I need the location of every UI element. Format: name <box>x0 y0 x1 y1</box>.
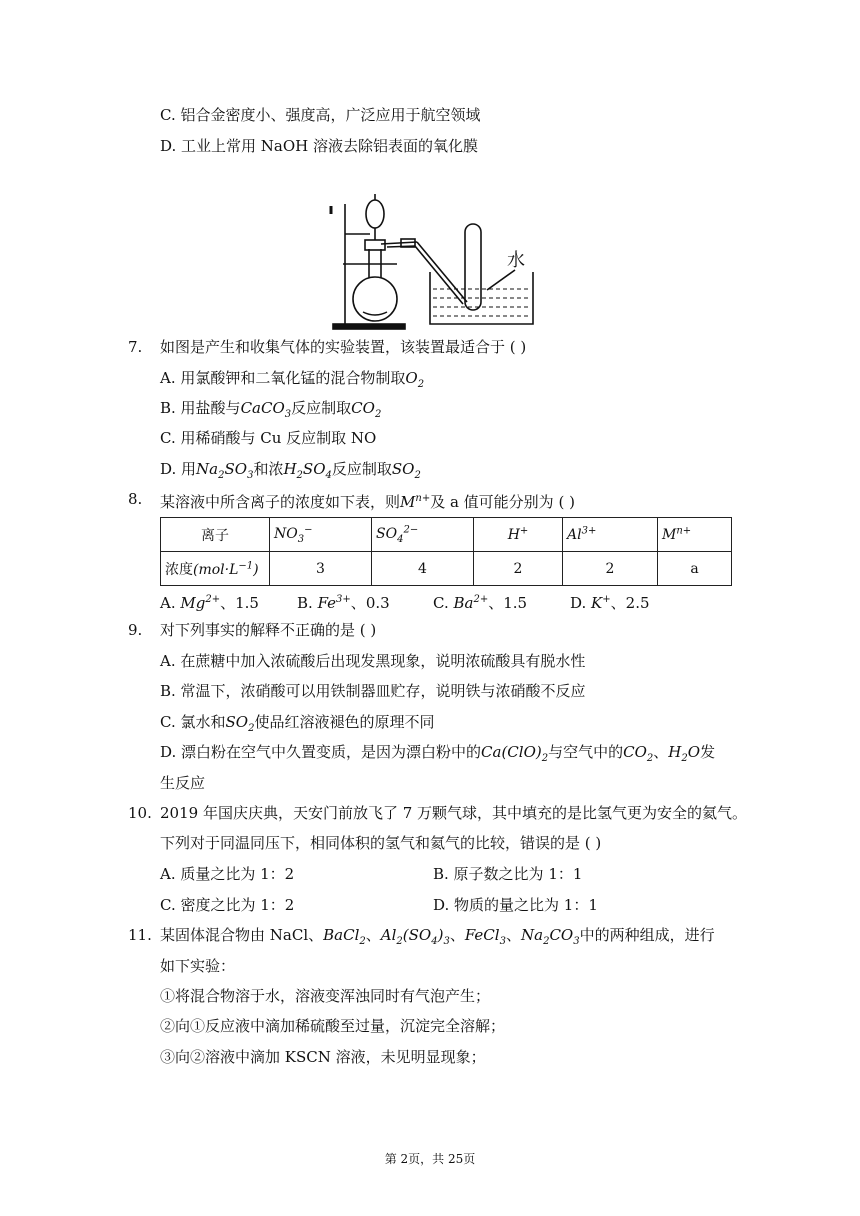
q10-number: 10. <box>128 804 152 822</box>
page-footer: 第 2页，共 25页 <box>384 1152 476 1166</box>
q11-step-1: ①将混合物溶于水，溶液变浑浊同时有气泡产生； <box>160 987 491 1005</box>
q9-option-a: A. 在蔗糖中加入浓硫酸后出现发黑现象，说明浓硫酸具有脱水性 <box>160 652 586 670</box>
q9-option-d: D. 漂白粉在空气中久置变质，是因为漂白粉中的$Ca(ClO)_2$与空气中的$CO_2$、$H_2O$发 <box>160 743 716 764</box>
ion-h: H+ <box>474 518 563 552</box>
q8-option-d: D. K+、2.5 <box>570 594 650 612</box>
row-label-concentration: 浓度$(mol\cdot L^{-1})$ <box>161 552 270 586</box>
q9-option-d-continued: 生反应 <box>160 774 206 792</box>
q11-step-2: ②向①反应液中滴加稀硫酸至过量，沉淀完全溶解； <box>160 1017 506 1035</box>
conc-no3: 3 <box>270 552 372 586</box>
gas-apparatus-figure <box>325 194 537 334</box>
q7-option-d: D. 用$Na_2SO_3$和浓$H_2SO_4$反应制取$SO_2$ <box>160 460 421 481</box>
ion-no3: $NO_3^-$ <box>270 518 372 552</box>
q7-option-a: A. 用氯酸钾和二氧化锰的混合物制取$O_2$ <box>160 369 425 390</box>
q11-stem-line2: 如下实验： <box>160 957 236 975</box>
q7-option-c: C. 用稀硝酸与 Cu 反应制取 NO <box>160 429 377 447</box>
q11-stem: 某固体混合物由 NaCl、BaCl$_2$、$Al_2(SO_4)_3$、FeCl$_3$、$Na_2CO_3$中的两种组成，进行 <box>160 926 715 947</box>
q7-option-b: B. 用盐酸与CaCO$_3$反应制取$CO_2$ <box>160 399 382 420</box>
q9-option-c: C. 氯水和$SO_2$使品红溶液褪色的原理不同 <box>160 713 435 734</box>
q8-option-b: B. $Fe^{3+}$、0.3 <box>297 594 390 612</box>
q10-stem-line2: 下列对于同温同压下，相同体积的氢气和氦气的比较，错误的是 ( ) <box>160 834 602 852</box>
q10-option-b: B. 原子数之比为 1：1 <box>433 865 583 883</box>
q8-stem: 某溶液中所含离子的浓度如下表，则$M^{n+}$及 a 值可能分别为 ( ) <box>160 493 575 511</box>
q10-option-c: C. 密度之比为 1：2 <box>160 896 295 914</box>
q9-number: 9. <box>128 621 143 639</box>
water-label: 水 <box>507 250 525 271</box>
ion-concentration-table <box>160 517 732 586</box>
q8-option-a: A. $Mg^{2+}$、1.5 <box>160 594 259 612</box>
row-label-ions: 离子 <box>161 518 270 552</box>
conc-so4: 4 <box>372 552 474 586</box>
q10-option-d: D. 物质的量之比为 1：1 <box>433 896 598 914</box>
ion-so4: $SO_4^{2-}$ <box>372 518 474 552</box>
q7-number: 7. <box>128 338 143 356</box>
conc-al: 2 <box>563 552 658 586</box>
q6-option-d: D. 工业上常用 NaOH 溶液去除铝表面的氧化膜 <box>160 137 479 155</box>
q6-option-c: C. 铝合金密度小、强度高，广泛应用于航空领域 <box>160 106 481 124</box>
q10-option-a: A. 质量之比为 1：2 <box>160 865 295 883</box>
table-row-concentrations <box>161 552 732 586</box>
table-row-ions <box>161 518 732 552</box>
q8-number: 8. <box>128 490 143 508</box>
q8-option-c: C. $Ba^{2+}$、1.5 <box>433 594 528 612</box>
q11-number: 11. <box>128 926 152 944</box>
ion-al: $Al^{3+}$ <box>563 518 658 552</box>
q10-stem-line1: 2019 年国庆庆典，天安门前放飞了 7 万颗气球，其中填充的是比氢气更为安全的氦气。 <box>160 804 748 822</box>
q9-stem: 对下列事实的解释不正确的是 ( ) <box>160 621 377 639</box>
q11-step-3: ③向②溶液中滴加 KSCN 溶液，未见明显现象； <box>160 1048 486 1066</box>
ion-m: $M^{n+}$ <box>658 518 732 552</box>
conc-h: 2 <box>474 552 563 586</box>
conc-m: a <box>658 552 732 586</box>
q7-stem: 如图是产生和收集气体的实验装置，该装置最适合于 ( ) <box>160 338 527 356</box>
q9-option-b: B. 常温下，浓硝酸可以用铁制器皿贮存，说明铁与浓硝酸不反应 <box>160 682 586 700</box>
